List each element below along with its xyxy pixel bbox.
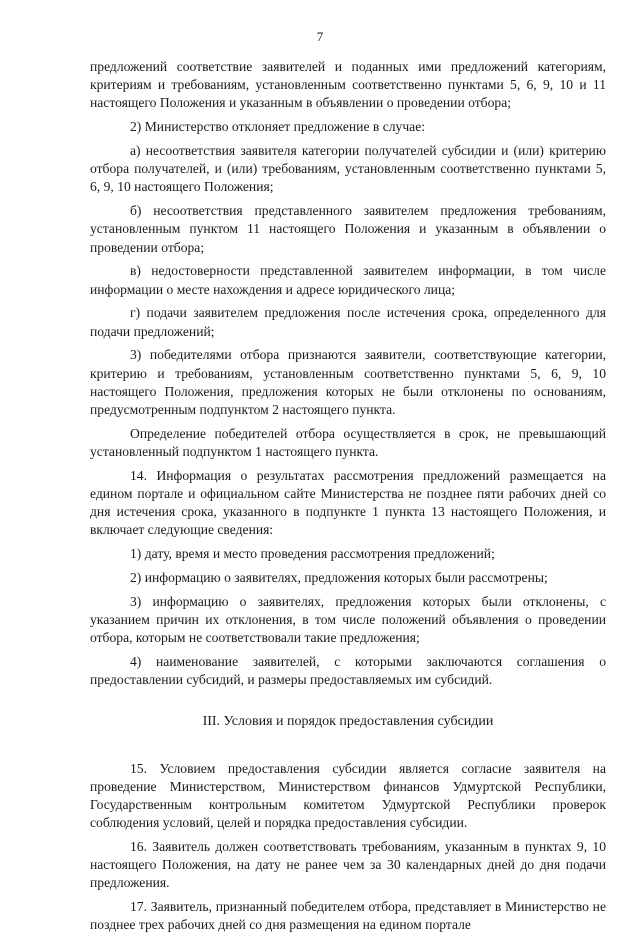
paragraph: 3) информацию о заявителях, предложения которых были отклонены, с указанием причин их отклонения, в том числе положений объявления о проведении отбора, которым не соответствовали такие предложения; bbox=[90, 593, 606, 646]
page-number: 7 bbox=[316, 29, 324, 44]
paragraph: 14. Информация о результатах рассмотрения предложений размещается на едином портале и официальном сайте Министерства не позднее пяти рабочих дней со дня истечения срока, указанного в подпункте 1 пункта 13 настоящего Положения, и включает следующие сведения: bbox=[90, 467, 606, 538]
paragraph: 4) наименование заявителей, с которыми заключаются соглашения о предоставлении субсидий, и размеры предоставляемых им субсидий. bbox=[90, 654, 606, 688]
paragraph: 3) победителями отбора признаются заявители, соответствующие категории, критерию и требованиям, установленным соответственно пунктами 5, 6, 9, 10 настоящего Положения, предложения которых не были отклонены по основаниям, предусмотренным подпунктом 2 настоящего пункта. bbox=[90, 347, 606, 418]
paragraph: 2) информацию о заявителях, предложения которых были рассмотрены; bbox=[130, 570, 548, 586]
paragraph: 17. Заявитель, признанный победителем отбора, представляет в Министерство не позднее трех рабочих дней со дня размещения на едином портале bbox=[90, 899, 606, 933]
paragraphs-top bbox=[90, 58, 606, 689]
paragraph: а) несоответствия заявителя категории получателей субсидии и (или) критерию отбора получателей, и (или) требованиям, установленным соответственно пунктами 5, 6, 9, 10 настоящего Положения; bbox=[90, 143, 606, 195]
paragraph: в) недостоверности представленной заявителем информации, в том числе информации о месте нахождения и адресе юридического лица; bbox=[90, 263, 606, 297]
paragraph: б) несоответствия представленного заявителем предложения требованиям, установленным пунктом 11 настоящего Положения и указанным в объявлении о проведении отбора; bbox=[90, 203, 606, 255]
paragraph: 1) дату, время и место проведения рассмотрения предложений; bbox=[130, 546, 495, 562]
paragraph: 15. Условием предоставления субсидии является согласие заявителя на проведение Министерством, Министерством финансов Удмуртской Республики, Государственным контрольным комитетом Удмуртской Республики проверок соблюдения условий, целей и порядка предоставления субсидии. bbox=[90, 760, 606, 831]
paragraph: предложений соответствие заявителей и поданных ими предложений категориям, критериям и требованиям, установленным соответственно пунктами 5, 6, 9, 10 и 11 настоящего Положения и указанным в объявлении о проведении отбора; bbox=[90, 59, 606, 111]
paragraph: г) подачи заявителем предложения после истечения срока, определенного для подачи предложений; bbox=[90, 305, 606, 339]
document-body bbox=[90, 58, 606, 940]
paragraphs-bottom bbox=[90, 760, 606, 935]
section-heading: III. Условия и порядок предоставления субсидии bbox=[202, 714, 494, 730]
paragraph: 2) Министерство отклоняет предложение в случае: bbox=[130, 119, 425, 135]
paragraph: 16. Заявитель должен соответствовать требованиям, указанным в пунктах 9, 10 настоящего Положения, на дату не ранее чем за 30 календарных дней до дня подачи предложения. bbox=[90, 839, 606, 891]
paragraph: Определение победителей отбора осуществляется в срок, не превышающий установленный подпунктом 1 настоящего пункта. bbox=[90, 425, 606, 460]
